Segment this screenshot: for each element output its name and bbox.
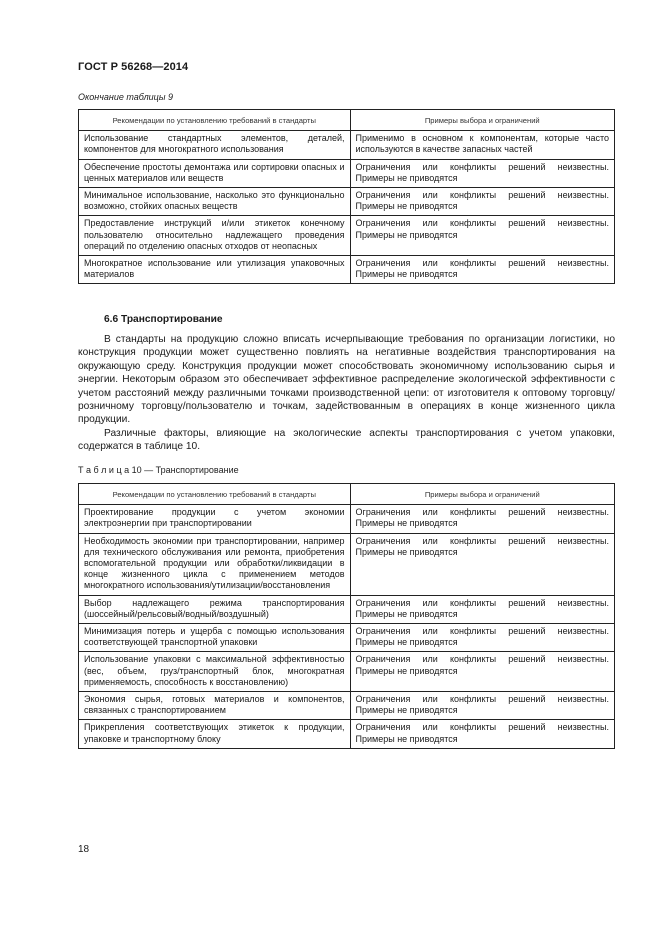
table-cell-recommendation: Экономия сырья, готовых материалов и компонентов, связанных с транспортированием [79,692,351,720]
table-cell-recommendation: Многократное использование или утилизация упаковочных материалов [79,256,351,284]
table-row [79,652,615,692]
table-cell-recommendation: Выбор надлежащего режима транспортирования (шоссейный/рельсовый/водный/воздушный) [79,595,351,623]
table-header-row [79,110,615,131]
section-title: 6.6 Транспортирование [104,314,223,325]
document-id: ГОСТ Р 56268—2014 [78,61,189,73]
table-cell-recommendation: Проектирование продукции с учетом экономии электроэнергии при транспортировании [79,505,351,533]
table-10 [78,483,615,749]
body-paragraph: В стандарты на продукцию сложно вписать исчерпывающие требования по организации логистики, но конструкция продукции может существенно повлиять на негативные воздействия транспортирования на окружающую среду. Конструкция продукции может способствовать экономичному использованию сырья и энергии. Некоторым образом это обеспечивает эффективное распределение экологической эффективности с учетом расстояний между различными точками производственной цепи: от изготовителя к оптовому торговцу/розничному торговцу/пользователю и точкам, задействованным в операциях в конце жизненного цикла продукции. [78,334,615,426]
table-cell-recommendation: Использование упаковки с максимальной эффективностью (вес, объем, груз/транспортный блок, многократная применяемость, способность к восстановлению) [79,652,351,692]
table-cell-recommendation: Минимальное использование, насколько это функционально возможно, стойких опасных веществ [79,188,351,216]
table-row [79,624,615,652]
table-cell-example: Ограничения или конфликты решений неизвестны. Примеры не приводятся [350,505,614,533]
column-header-examples: Примеры выбора и ограничений [350,110,615,131]
table-row [79,131,615,159]
table-row [79,216,615,256]
table-row [79,188,615,216]
table-row [79,595,615,623]
table-cell-example: Ограничения или конфликты решений неизвестны. Примеры не приводятся [350,652,614,692]
table-cell-recommendation: Обеспечение простоты демонтажа или сортировки опасных и ценных материалов или веществ [79,159,351,187]
table-row [79,720,615,748]
table-cell-example: Ограничения или конфликты решений неизвестны. Примеры не приводятся [350,720,614,748]
table-row [79,505,615,533]
table-row [79,533,615,595]
table-cell-example: Ограничения или конфликты решений неизвестны. Примеры не приводятся [350,256,615,284]
table-cell-example: Применимо в основном к компонентам, которые часто используются в качестве запасных частей [350,131,615,159]
table-cell-example: Ограничения или конфликты решений неизвестны. Примеры не приводятся [350,692,614,720]
table-cell-example: Ограничения или конфликты решений неизвестны. Примеры не приводятся [350,188,615,216]
table-cell-recommendation: Использование стандартных элементов, деталей, компонентов для многократного использования [79,131,351,159]
table-cell-recommendation: Минимизация потерь и ущерба с помощью использования соответствующей транспортной упаковки [79,624,351,652]
table-cell-example: Ограничения или конфликты решений неизвестны. Примеры не приводятся [350,216,615,256]
table-cell-example: Ограничения или конфликты решений неизвестны. Примеры не приводятся [350,533,614,595]
column-header-recommendations: Рекомендации по установлению требований в стандарты [79,484,351,505]
table-header-row [79,484,615,505]
table-cell-recommendation: Прикрепления соответствующих этикеток к продукции, упаковке и транспортному блоку [79,720,351,748]
table-cell-example: Ограничения или конфликты решений неизвестны. Примеры не приводятся [350,624,614,652]
page-number: 18 [78,844,90,855]
table-row [79,692,615,720]
table-9 [78,109,615,284]
table-cell-recommendation: Предоставление инструкций и/или этикеток конечному пользователю относительно надлежащего проведения операций по отделению опасных отходов от неопасных [79,216,351,256]
table-row [79,159,615,187]
body-paragraph: Различные факторы, влияющие на экологические аспекты транспортирования с учетом упаковки, содержатся в таблице 10. [78,428,615,453]
table-cell-example: Ограничения или конфликты решений неизвестны. Примеры не приводятся [350,595,614,623]
column-header-examples: Примеры выбора и ограничений [350,484,614,505]
column-header-recommendations: Рекомендации по установлению требований в стандарты [79,110,351,131]
table-cell-recommendation: Необходимость экономии при транспортировании, например для технического обслуживания или ремонта, приобретения вспомогательной продукции или обработки/ликвидации в конце жизненного цикла с применением методов многократного использования/утилизации/восстановления [79,533,351,595]
table-cell-example: Ограничения или конфликты решений неизвестны. Примеры не приводятся [350,159,615,187]
table10-caption: Т а б л и ц а 10 — Транспортирование [78,465,239,475]
table-row [79,256,615,284]
table9-caption: Окончание таблицы 9 [78,92,173,102]
